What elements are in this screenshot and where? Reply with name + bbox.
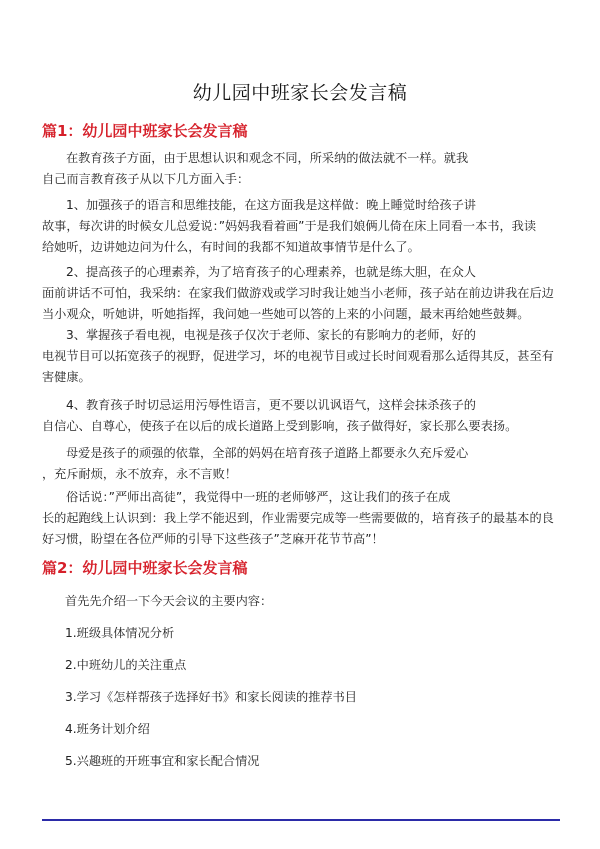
text-line: 电视节目可以拓宽孩子的视野，促进学习，坏的电视节目或过长时间观看那么适得其反，甚至有 (42, 349, 554, 363)
text-line: 母爱是孩子的顽强的依靠，全部的妈妈在培育孩子道路上都要永久充斥爱心 (66, 446, 469, 460)
list-item: 1.班级具体情况分析 (65, 626, 175, 640)
text-line: 1、加强孩子的语言和思维技能，在这方面我是这样做：晚上睡觉时给孩子讲 (66, 198, 476, 212)
text-line: 给她听，边讲她边问为什么，有时间的我都不知道故事情节是什么了。 (42, 240, 420, 254)
section-1-paragraph (42, 262, 562, 325)
text-line: 自信心、自尊心，使孩子在以后的成长道路上受到影响，孩子做得好，家长那么要表扬。 (42, 419, 518, 433)
text-line: ，充斥耐烦，永不放弃，永不言败！ (42, 467, 237, 481)
section-1-paragraph (42, 487, 562, 550)
section-1-paragraph (42, 325, 562, 388)
text-line: 2、提高孩子的心理素养，为了培育孩子的心理素养，也就是练大胆，在众人 (66, 265, 476, 279)
section-1-paragraph (42, 395, 562, 437)
section-1-paragraph (42, 148, 562, 190)
section-1-heading: 篇1：幼儿园中班家长会发言稿 (42, 122, 248, 140)
section-2-heading: 篇2：幼儿园中班家长会发言稿 (42, 559, 248, 577)
text-line: 面前讲话不可怕，我采纳：在家我们做游戏或学习时我让她当小老师，孩子站在前边讲我在后边 (42, 286, 554, 300)
document-title: 幼儿园中班家长会发言稿 (192, 82, 408, 104)
text-line: 4、教育孩子时切忌运用污辱性语言，更不要以讥讽语气，这样会抹杀孩子的 (66, 398, 476, 412)
text-line: 长的起跑线上认识到：我上学不能迟到，作业需要完成等一些需要做的，培育孩子的最基本的良 (42, 511, 554, 525)
list-item: 3.学习《怎样帮孩子选择好书》和家长阅读的推荐书目 (65, 690, 357, 704)
text-line: 害健康。 (42, 370, 91, 384)
footer-divider (42, 819, 560, 821)
list-item: 4.班务计划介绍 (65, 722, 150, 736)
text-line: 自己而言教育孩子从以下几方面入手： (42, 172, 250, 186)
text-line: 在教育孩子方面，由于思想认识和观念不同，所采纳的做法就不一样。就我 (66, 151, 469, 165)
section-1-paragraph (42, 443, 562, 485)
text-line: 俗话说：”严师出高徒”，我觉得中一班的老师够严，这让我们的孩子在成 (66, 490, 451, 504)
text-line: 好习惯，盼望在各位严师的引导下这些孩子”芝麻开花节节高”！ (42, 532, 384, 546)
list-item: 5.兴趣班的开班事宜和家长配合情况 (65, 754, 260, 768)
section-2-intro: 首先先介绍一下今天会议的主要内容： (65, 594, 273, 608)
text-line: 当小观众，听她讲，听她指挥，我问她一些她可以答的上来的小问题，最末再给她些鼓舞。 (42, 307, 530, 321)
section-1-paragraph (42, 195, 562, 258)
list-item: 2.中班幼儿的关注重点 (65, 658, 187, 672)
text-line: 故事，每次讲的时候女儿总爱说：”妈妈我看着画”于是我们娘俩儿倚在床上同看一本书，我读 (42, 219, 537, 233)
text-line: 3、掌握孩子看电视，电视是孩子仅次于老师、家长的有影响力的老师，好的 (66, 328, 476, 342)
